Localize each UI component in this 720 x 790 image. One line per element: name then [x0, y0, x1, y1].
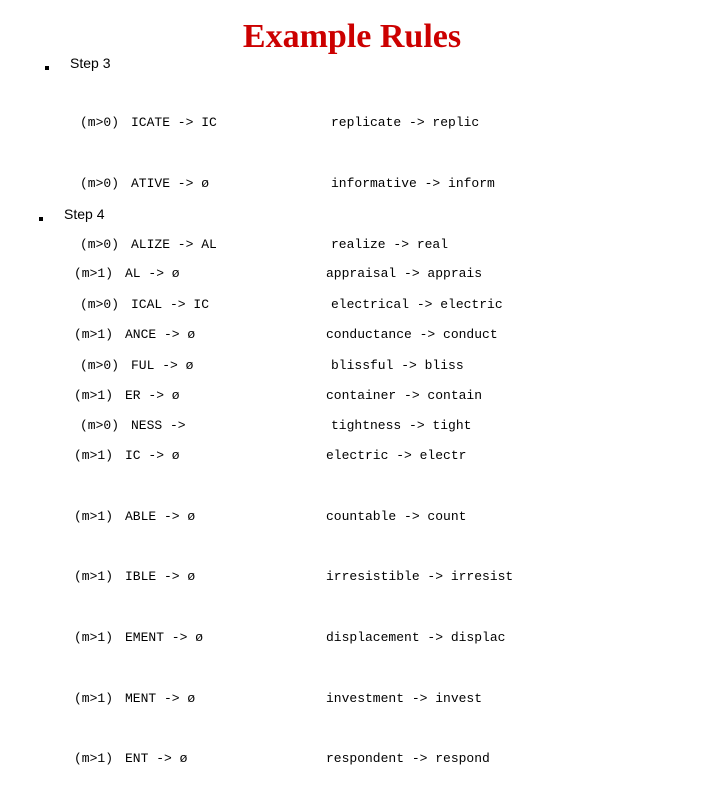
- step3-rule: ALIZE -> AL: [131, 236, 217, 252]
- step4-example: countable -> count: [326, 508, 467, 524]
- step4-example: appraisal -> apprais: [326, 266, 483, 282]
- step4-condition: (m>1): [74, 327, 114, 342]
- step4-rule: ENT -> ø: [125, 751, 188, 767]
- step4-rules: [125, 224, 203, 790]
- step3-condition: (m>0): [80, 176, 120, 191]
- step3-condition: (m>0): [80, 236, 120, 252]
- step4-example: investment -> invest: [326, 690, 483, 706]
- step3-example: replicate -> replic: [331, 115, 480, 131]
- bullet-step4: [39, 217, 43, 221]
- step3-rule: ATIVE -> ø: [131, 176, 210, 191]
- step4-example: container -> contain: [326, 387, 483, 403]
- step4-condition: (m>1): [74, 387, 114, 403]
- step4-rule: EMENT -> ø: [125, 629, 204, 645]
- step3-condition: (m>0): [80, 418, 120, 434]
- step3-example: electrical -> electric: [331, 297, 503, 313]
- step3-rule: FUL -> ø: [131, 357, 194, 373]
- step4-example: respondent -> respond: [326, 751, 490, 767]
- step4-condition: (m>1): [74, 690, 114, 706]
- step4-condition: (m>1): [74, 751, 114, 767]
- step3-example: tightness -> tight: [331, 418, 472, 434]
- step3-label: Step 3: [70, 55, 111, 71]
- step4-rule: AL -> ø: [125, 266, 180, 282]
- step3-condition: (m>0): [80, 357, 120, 373]
- step3-example: blissful -> bliss: [331, 357, 464, 373]
- step4-rule: IBLE -> ø: [125, 569, 196, 585]
- step3-rule: ICATE -> IC: [131, 115, 217, 131]
- step3-example: informative -> inform: [331, 176, 495, 191]
- step3-example: realize -> real: [331, 236, 449, 252]
- step3-rule: ICAL -> IC: [131, 297, 210, 313]
- step4-label: Step 4: [64, 206, 105, 222]
- step4-condition: (m>1): [74, 569, 114, 585]
- bullet-step3: [45, 66, 49, 70]
- step4-conditions: [74, 224, 113, 790]
- step3-condition: (m>0): [80, 297, 120, 313]
- slide-title: Example Rules: [242, 18, 462, 55]
- step4-example: electric -> electr: [326, 448, 467, 464]
- step4-condition: (m>1): [74, 448, 114, 464]
- step3-rule: NESS ->: [131, 418, 186, 434]
- step4-example: displacement -> displac: [326, 629, 506, 645]
- step3-condition: (m>0): [80, 115, 120, 131]
- step4-rule: MENT -> ø: [125, 690, 196, 706]
- step4-condition: (m>1): [74, 508, 114, 524]
- step4-condition: (m>1): [74, 629, 114, 645]
- step4-rule: ANCE -> ø: [125, 327, 196, 342]
- step4-example: irresistible -> irresist: [326, 569, 514, 585]
- step4-examples: [326, 224, 513, 790]
- step4-condition: (m>1): [74, 266, 114, 282]
- step4-rule: ABLE -> ø: [125, 508, 196, 524]
- step4-example: conductance -> conduct: [326, 327, 498, 342]
- step4-rule: ER -> ø: [125, 387, 180, 403]
- step4-rule: IC -> ø: [125, 448, 180, 464]
